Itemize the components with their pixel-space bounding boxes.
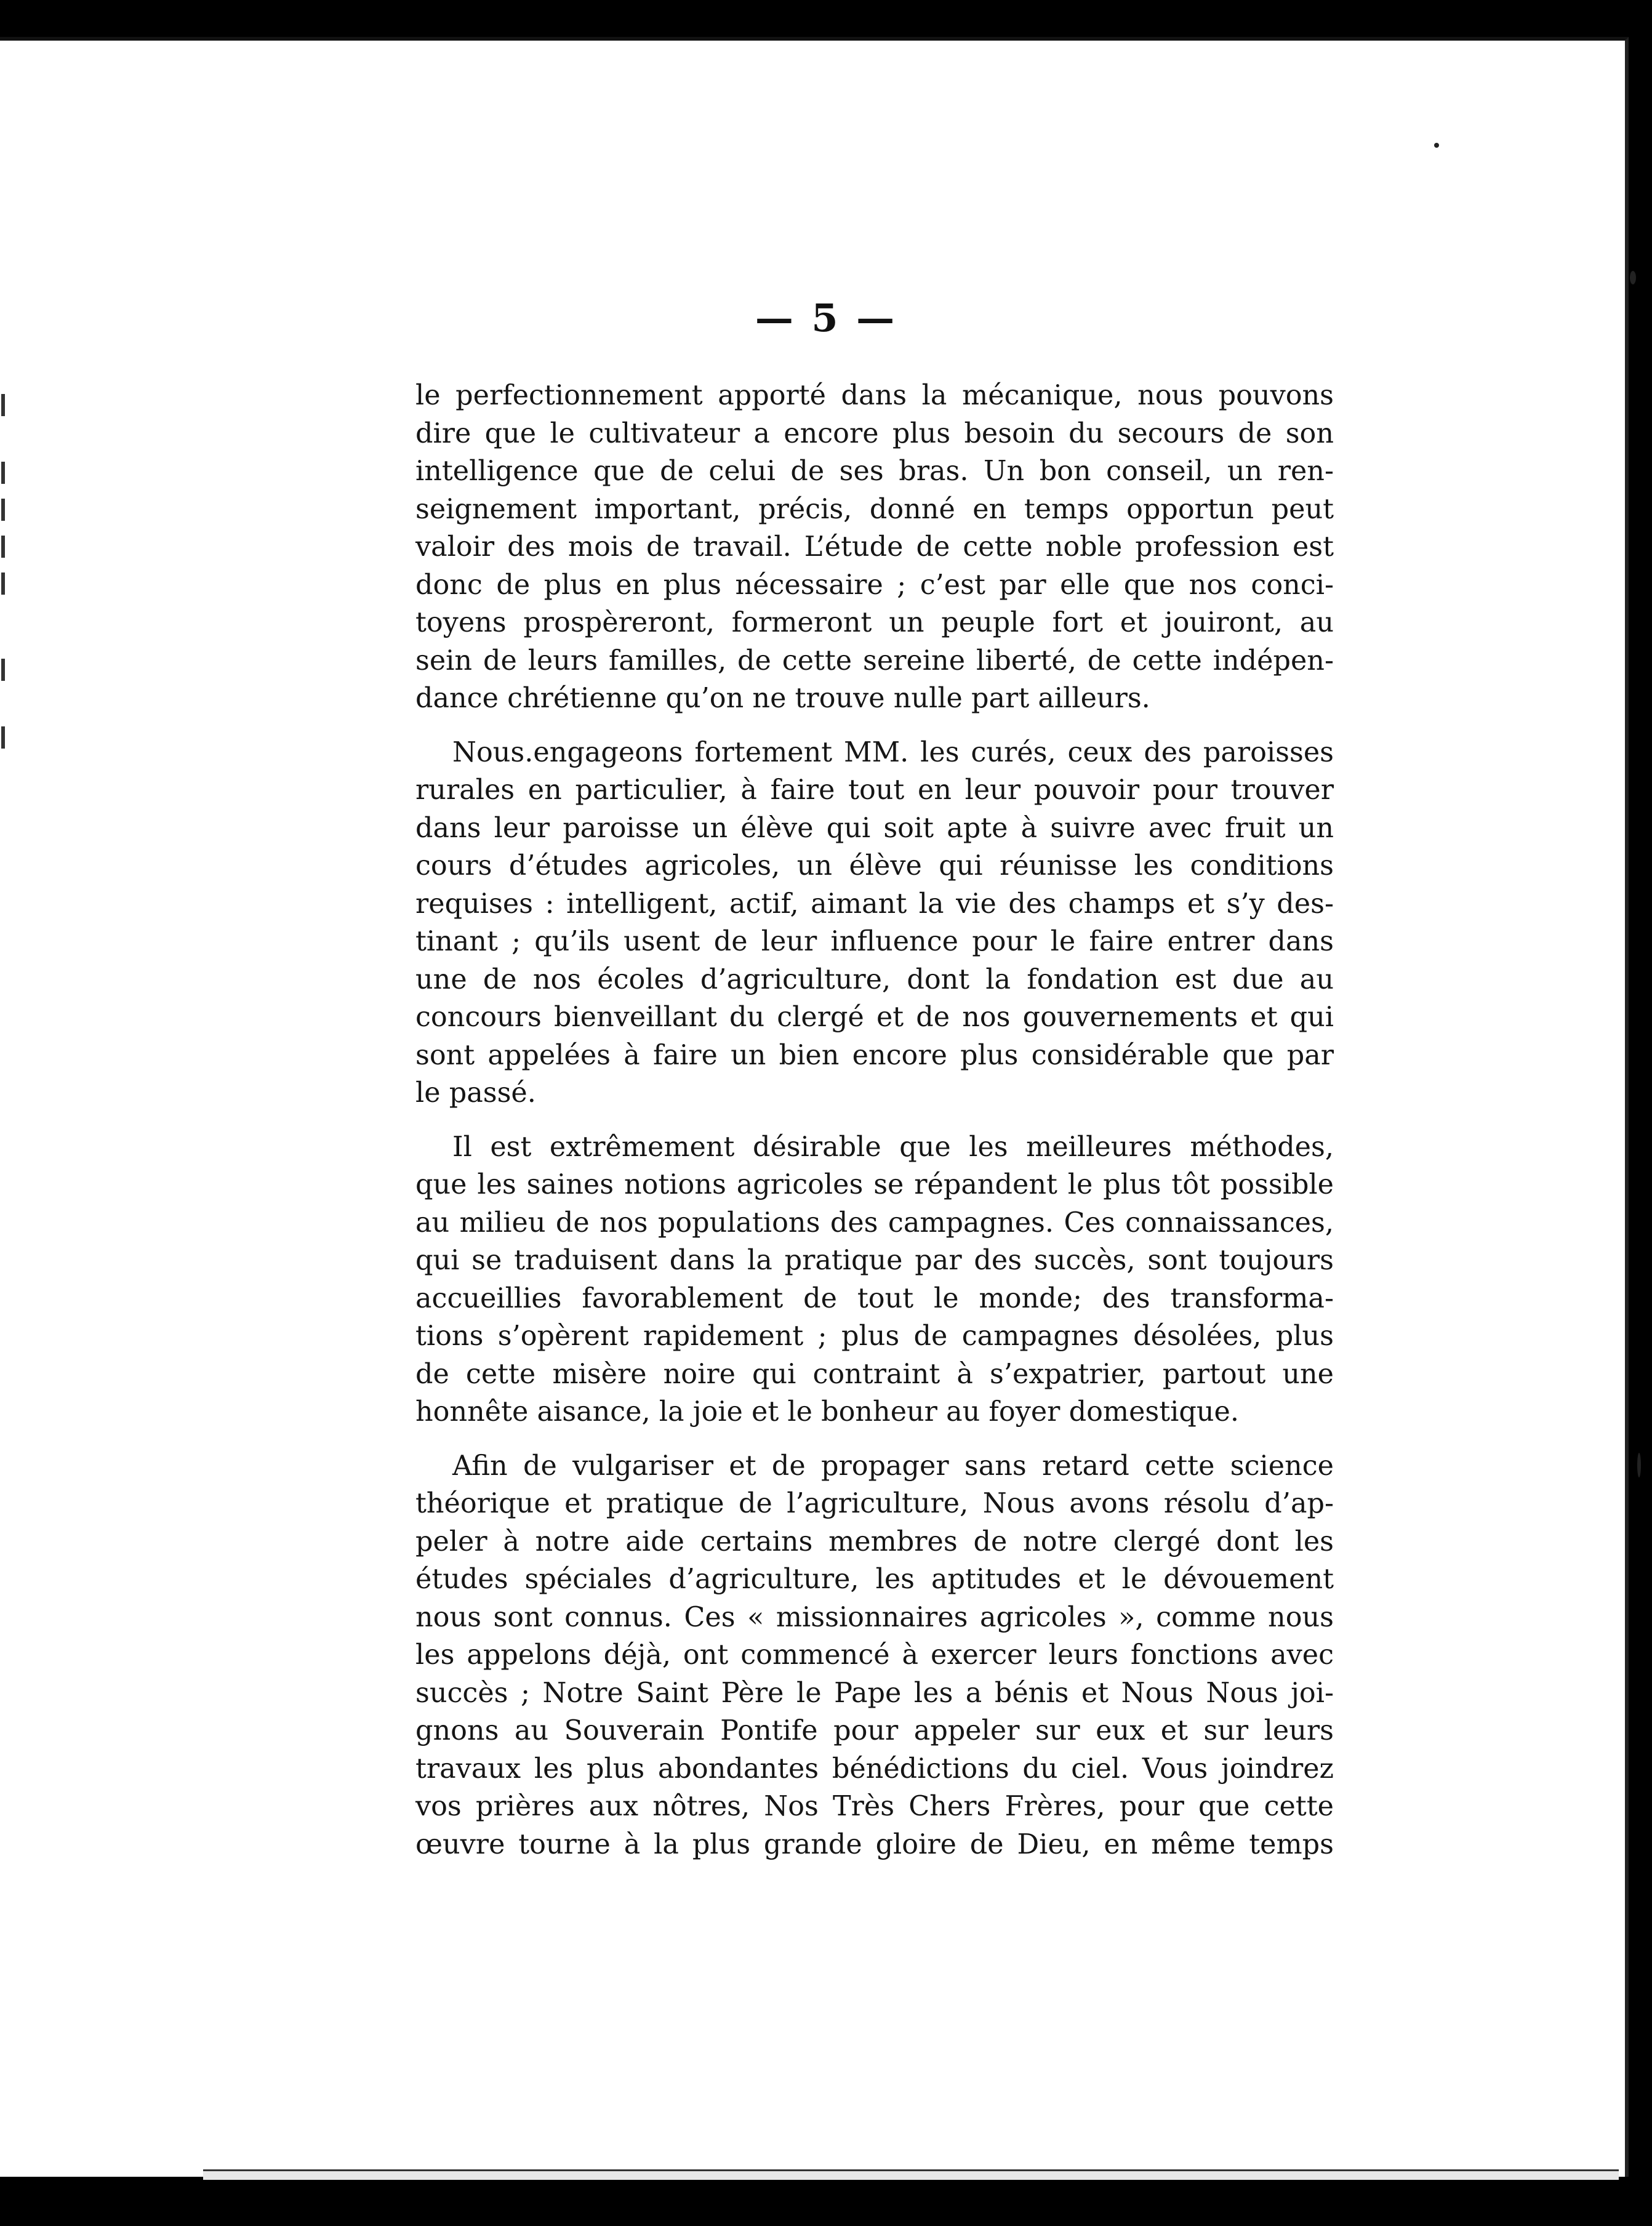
text-line: requises : intelligent, actif, aimant la vie des champs et s’y des- [415, 888, 1334, 920]
text-line: études spéciales d’agriculture, les aptitudes et le dévouement [415, 1564, 1334, 1595]
text-line: Nous.engageons fortement MM. les curés, ceux des paroisses [452, 736, 1334, 768]
text-line: dire que le cultivateur a encore plus besoin du secours de son [415, 417, 1334, 449]
text-line: cours d’études agricoles, un élève qui réunisse les conditions [415, 850, 1334, 882]
text-line: peler à notre aide certains membres de notre clergé dont les [415, 1525, 1334, 1557]
left-margin-bleed [0, 382, 9, 813]
text-line: rurales en particulier, à faire tout en leur pouvoir pour trouver [415, 774, 1334, 806]
text-line: donc de plus en plus nécessaire ; c’est par elle que nos conci- [415, 569, 1334, 601]
paper-speck [1630, 271, 1636, 284]
text-line: dance chrétienne qu’on ne trouve nulle part ailleurs. [415, 683, 1150, 714]
text-line: vos prières aux nôtres, Nos Très Chers Frères, pour que cette [415, 1791, 1334, 1822]
text-line: gnons au Souverain Pontife pour appeler sur eux et sur leurs [415, 1715, 1334, 1746]
text-line: le perfectionnement apporté dans la mécanique, nous pouvons [415, 380, 1334, 411]
text-line: sein de leurs familles, de cette sereine liberté, de cette indépen- [415, 645, 1334, 677]
text-line: tinant ; qu’ils usent de leur influence pour le faire entrer dans [415, 926, 1334, 957]
text-line: le passé. [415, 1077, 536, 1109]
text-line: intelligence que de celui de ses bras. Un bon conseil, un ren- [415, 456, 1334, 487]
text-line: Afin de vulgariser et de propager sans retard cette science [452, 1450, 1334, 1482]
text-line: une de nos écoles d’agriculture, dont la fondation est due au [415, 963, 1334, 995]
text-line: dans leur paroisse un élève qui soit apte à suivre avec fruit un [415, 812, 1334, 844]
paper-speck [1434, 143, 1439, 148]
text-line: tions s’opèrent rapidement ; plus de campagnes désolées, plus [415, 1320, 1334, 1352]
text-line: valoir des mois de travail. L’étude de cette noble profession est [415, 531, 1334, 563]
paragraph-3 [415, 1128, 1334, 1431]
text-line: toyens prospèreront, formeront un peuple fort et jouiront, au [415, 607, 1334, 638]
text-line: les appelons déjà, ont commencé à exercer leurs fonctions avec [415, 1639, 1334, 1671]
text-line: accueillies favorablement de tout le monde; des transforma- [415, 1282, 1334, 1314]
text-line: Il est extrêmement désirable que les meilleures méthodes, [452, 1131, 1334, 1163]
paragraph-1 [415, 377, 1334, 718]
body-text [415, 377, 1334, 1879]
text-line: nous sont connus. Ces « missionnaires agricoles », comme nous [415, 1601, 1334, 1633]
text-line: honnête aisance, la joie et le bonheur au foyer domestique. [415, 1396, 1239, 1428]
text-line: œuvre tourne à la plus grande gloire de Dieu, en même temps [415, 1828, 1334, 1860]
text-line: que les saines notions agricoles se répandent le plus tôt possible [415, 1169, 1334, 1200]
paragraph-2 [415, 734, 1334, 1112]
paragraph-4 [415, 1447, 1334, 1864]
text-line: succès ; Notre Saint Père le Pape les a bénis et Nous Nous joi- [415, 1677, 1334, 1709]
text-line: travaux les plus abondantes bénédictions du ciel. Vous joindrez [415, 1753, 1334, 1785]
page-bottom-edge [203, 2169, 1619, 2180]
text-line: seignement important, précis, donné en temps opportun peut [415, 493, 1334, 525]
text-line: au milieu de nos populations des campagnes. Ces connaissances, [415, 1207, 1334, 1239]
text-line: qui se traduisent dans la pratique par des succès, sont toujours [415, 1245, 1334, 1276]
page-number: — 5 — [755, 295, 897, 340]
text-line: théorique et pratique de l’agriculture, Nous avons résolu d’ap- [415, 1488, 1334, 1519]
paper-speck [1637, 1453, 1641, 1477]
text-line: sont appelées à faire un bien encore plus considérable que par [415, 1039, 1334, 1071]
text-line: de cette misère noire qui contraint à s’expatrier, partout une [415, 1358, 1334, 1390]
text-line: concours bienveillant du clergé et de nos gouvernements et qui [415, 1002, 1334, 1033]
